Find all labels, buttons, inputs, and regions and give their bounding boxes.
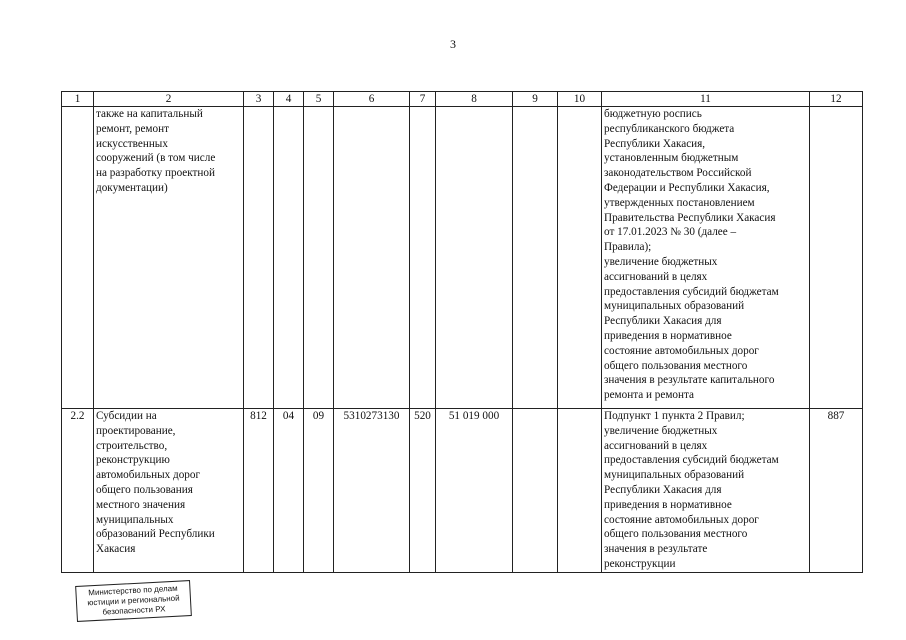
basis-line: предоставления субсидий бюджетам [604,285,779,298]
header-row [62,92,863,107]
basis-line: Правительства Республики Хакасия [604,211,776,224]
description-line: автомобильных дорог [96,469,201,482]
col-header-5: 5 [304,92,334,107]
table-row-continued [62,107,863,409]
basis-line: Республики Хакасия для [604,483,722,496]
stamp-line: Министерство по делам [88,583,178,598]
cell-col-4 [274,107,304,409]
cell-admin-code: 812 [244,409,274,573]
budget-table [61,91,863,573]
col-header-2: 2 [94,92,244,107]
col-header-4: 4 [274,92,304,107]
description-line: строительство, [96,439,168,452]
basis-line: увеличение бюджетных [604,424,718,437]
cell-expense-type: 520 [410,409,436,573]
cell-col-7 [410,107,436,409]
basis-line: утвержденных постановлением [604,196,755,209]
description-line: документации) [96,181,168,194]
basis-line: муниципальных образований [604,469,745,482]
ministry-stamp [75,580,192,622]
col-header-10: 10 [558,92,602,107]
basis-line: муниципальных образований [604,300,745,313]
basis-line: Правила); [604,241,652,254]
basis-line: приведения в нормативное [604,329,732,342]
basis-line: значения в результате [604,543,708,556]
description-line: местного значения [96,498,186,511]
basis-line: законодательством Российской [604,167,752,180]
cell-col-8 [436,107,513,409]
cell-basis [602,107,810,409]
cell-subsection-code: 09 [304,409,334,573]
col-header-12: 12 [810,92,863,107]
stamp-line: юстиции и региональной [87,593,180,608]
cell-col-10 [558,409,602,573]
description-line: на разработку проектной [96,167,216,180]
description-line: сооружений (в том числе [96,152,216,165]
description-line: ремонт, ремонт [96,122,169,135]
cell-basis [602,409,810,573]
cell-col-5 [304,107,334,409]
description-line: Субсидии на [96,410,157,422]
cell-col-9 [513,107,558,409]
col-header-3: 3 [244,92,274,107]
cell-amount: 51 019 000 [436,409,513,573]
basis-line: установленным бюджетным [604,152,739,165]
col-header-7: 7 [410,92,436,107]
basis-line: общего пользования местного [604,528,748,541]
basis-line: бюджетную роспись [604,108,702,120]
cell-description [94,107,244,409]
cell-description [94,409,244,573]
cell-col-12 [810,107,863,409]
description-line: муниципальных [96,513,174,526]
cell-section-code: 04 [274,409,304,573]
col-header-1: 1 [62,92,94,107]
description-line: Хакасия [96,543,136,556]
col-header-6: 6 [334,92,410,107]
description-line: общего пользования [96,483,193,496]
basis-line: Подпункт 1 пункта 2 Правил; [604,410,745,422]
cell-number: 2.2 [62,409,94,573]
basis-line: увеличение бюджетных [604,255,718,268]
table-row-2-2 [62,409,863,573]
basis-line: республиканского бюджета [604,122,735,135]
cell-target-code: 5310273130 [334,409,410,573]
basis-line: приведения в нормативное [604,498,732,511]
basis-line: предоставления субсидий бюджетам [604,454,779,467]
description-line: реконструкцию [96,454,170,467]
cell-code-12: 887 [810,409,863,573]
basis-line: общего пользования местного [604,359,748,372]
basis-line: Республики Хакасия, [604,137,706,150]
basis-line: ремонта и ремонта [604,389,695,402]
description-line: проектирование, [96,424,176,437]
basis-line: Федерации и Республики Хакасия, [604,181,770,194]
basis-line: значения в результате капитального [604,374,775,387]
cell-col-3 [244,107,274,409]
stamp-line: безопасности РХ [102,604,166,617]
col-header-8: 8 [436,92,513,107]
basis-line: реконструкции [604,557,676,570]
page-number: 3 [450,37,456,51]
cell-number [62,107,94,409]
col-header-9: 9 [513,92,558,107]
cell-col-6 [334,107,410,409]
cell-col-9 [513,409,558,573]
cell-col-10 [558,107,602,409]
description-line: искусственных [96,137,168,150]
basis-line: состояние автомобильных дорог [604,344,759,357]
col-header-11: 11 [602,92,810,107]
description-line: также на капитальный [96,108,203,120]
description-line: образований Республики [96,528,215,541]
basis-line: от 17.01.2023 № 30 (далее – [604,226,737,239]
basis-line: состояние автомобильных дорог [604,513,759,526]
basis-line: ассигнований в целях [604,439,708,452]
basis-line: ассигнований в целях [604,270,708,283]
basis-line: Республики Хакасия для [604,315,722,328]
